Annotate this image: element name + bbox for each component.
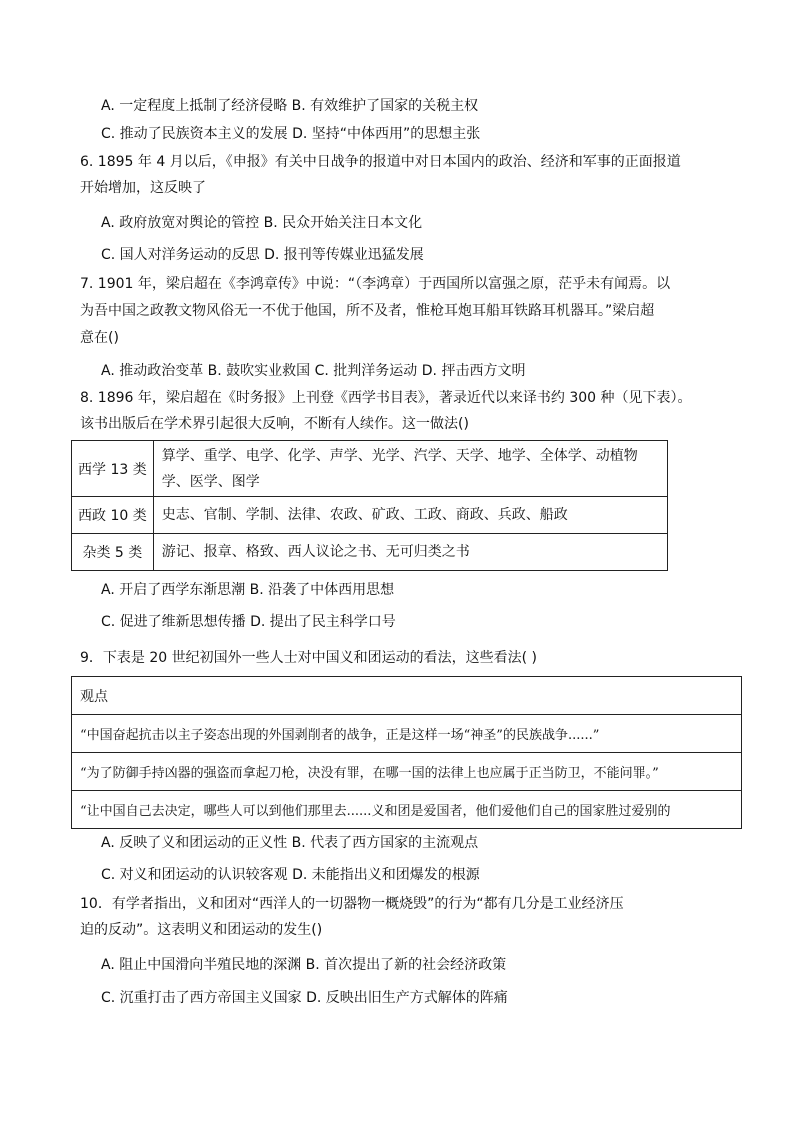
q6-option-line-2: C. 国人对洋务运动的反思 D. 报刊等传媒业迅猛发展: [101, 247, 424, 263]
q10-stem-line-2: 迫的反动”。这表明义和团运动的发生(): [80, 922, 323, 938]
table-row: [72, 441, 668, 497]
q10-option-line-1: A. 阻止中国滑向半殖民地的深渊 B. 首次提出了新的社会经济政策: [101, 957, 507, 973]
q5-option-line-2: C. 推动了民族资本主义的发展 D. 坚持“中体西用”的思想主张: [101, 126, 481, 142]
q7-stem-line-3: 意在(): [80, 330, 119, 346]
table-row: [72, 534, 668, 571]
q10-stem-line-1: 10．有学者指出，义和团对“西洋人的一切器物一概烧毁”的行为“都有几分是工业经济压: [80, 896, 624, 912]
q8-stem-line-2: 该书出版后在学术界引起很大反响，不断有人续作。这一做法(): [80, 416, 469, 432]
q6-stem-line-1: 6. 1895 年 4 月以后，《申报》有关中日战争的报道中对日本国内的政治、经济和军事的正面报道: [80, 154, 681, 170]
q8-option-line-2: C. 促进了维新思想传播 D. 提出了民主科学口号: [101, 614, 396, 630]
q9-option-line-2: C. 对义和团运动的认识较客观 D. 未能指出义和团爆发的根源: [101, 867, 480, 883]
table-cell: “让中国自己去决定，哪些人可以到他们那里去......义和团是爱国者，他们爱他们自己的国家胜过爱别的: [72, 791, 742, 829]
q8-book-catalog-table: [71, 440, 668, 571]
q5-option-line-1: A. 一定程度上抵制了经济侵略 B. 有效维护了国家的关税主权: [101, 98, 479, 114]
q9-option-line-1: A. 反映了义和团运动的正义性 B. 代表了西方国家的主流观点: [101, 835, 479, 851]
table-row: [72, 677, 742, 715]
table-row: [72, 715, 742, 753]
table-row-content: 游记、报章、格致、西人议论之书、无可归类之书: [153, 534, 667, 571]
q7-stem-line-1: 7. 1901 年，梁启超在《李鸿章传》中说：“（李鸿章）于西国所以富强之原，茫乎未有闻焉。以: [80, 276, 671, 292]
q10-option-line-2: C. 沉重打击了西方帝国主义国家 D. 反映出旧生产方式解体的阵痛: [101, 990, 508, 1006]
q9-views-table: [71, 676, 742, 829]
table-header-cell: 观点: [72, 677, 742, 715]
q8-stem-line-1: 8. 1896 年，梁启超在《时务报》上刊登《西学书目表》，著录近代以来译书约 300 种（见下表）。: [80, 390, 692, 406]
table-row: [72, 497, 668, 534]
q9-stem: 9．下表是 20 世纪初国外一些人士对中国义和团运动的看法，这些看法( ): [80, 650, 537, 666]
q6-option-line-1: A. 政府放宽对舆论的管控 B. 民众开始关注日本文化: [101, 215, 423, 231]
table-row-header: 西学 13 类: [72, 441, 154, 497]
table-row-header: 杂类 5 类: [72, 534, 154, 571]
table-cell: “中国奋起抗击以主子姿态出现的外国剥削者的战争，正是这样一场“神圣”的民族战争......”: [72, 715, 742, 753]
table-row-header: 西政 10 类: [72, 497, 154, 534]
table-row-content: 算学、重学、电学、化学、声学、光学、汽学、天学、地学、全体学、动植物学、医学、图学: [153, 441, 667, 497]
table-cell: “为了防御手持凶器的强盗而拿起刀枪，决没有罪，在哪一国的法律上也应属于正当防卫，不能问罪。”: [72, 753, 742, 791]
q7-stem-line-2: 为吾中国之政教文物风俗无一不优于他国，所不及者，惟枪耳炮耳船耳铁路耳机器耳。”梁启超: [80, 303, 655, 319]
q8-option-line-1: A. 开启了西学东渐思潮 B. 沿袭了中体西用思想: [101, 582, 395, 598]
table-row: [72, 753, 742, 791]
table-row-content: 史志、官制、学制、法律、农政、矿政、工政、商政、兵政、船政: [153, 497, 667, 534]
table-row: [72, 791, 742, 829]
q7-option-line-1: A. 推动政治变革 B. 鼓吹实业救国 C. 批判洋务运动 D. 抨击西方文明: [101, 363, 526, 379]
q6-stem-line-2: 开始增加，这反映了: [80, 180, 206, 196]
